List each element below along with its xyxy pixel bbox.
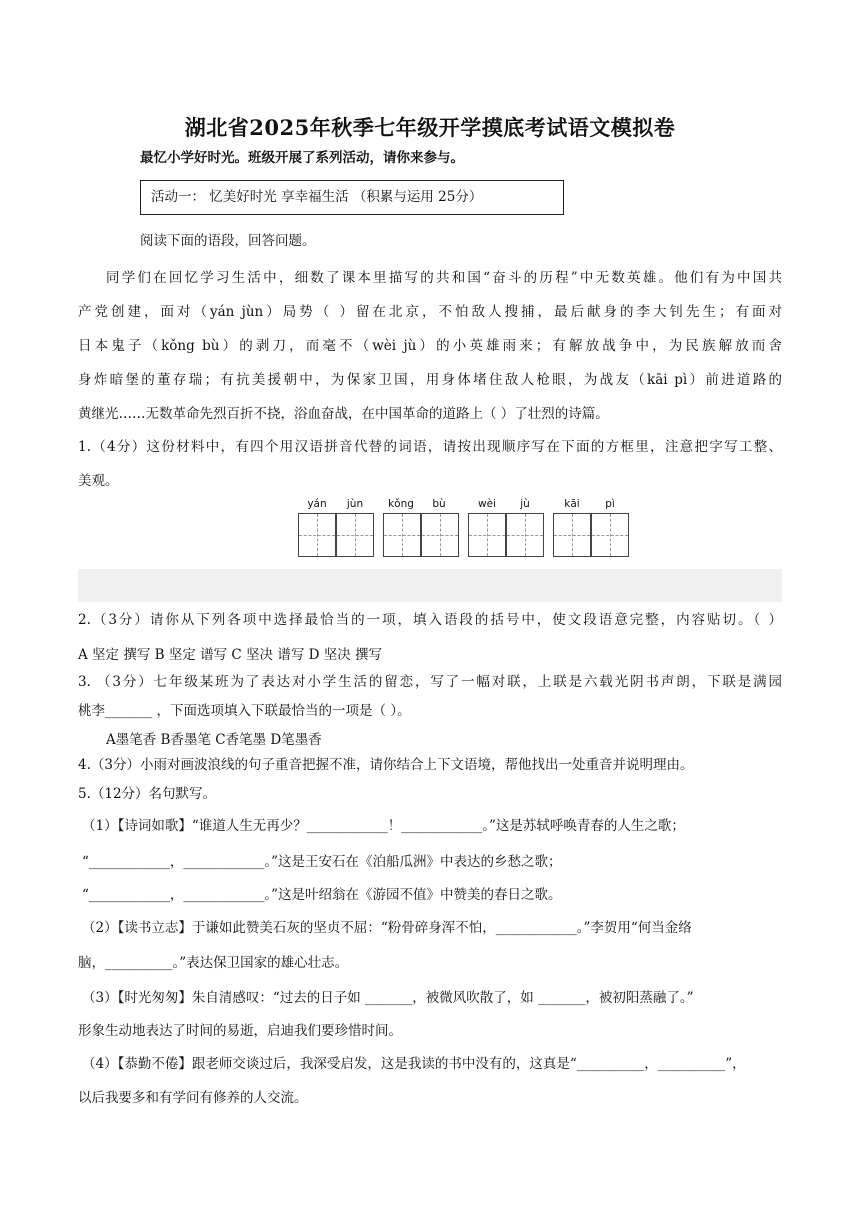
pinyin-label: jùn: [346, 498, 364, 510]
question-4: 4.（3分）小雨对画波浪线的句子重音把握不准，请你结合上下文语境，帮他找出一处重音并说明理由。: [78, 757, 694, 773]
pinyin-label: bù: [432, 498, 446, 510]
question-2-options: A 坚定 撰写 B 坚定 谱写 C 坚决 谱写 D 坚决 撰写: [78, 647, 383, 663]
writing-grid-cell[interactable]: [468, 513, 506, 557]
passage-line-3: 日本鬼子（kǒng bù）的剥刀，而毫不（wèi jù）的小英雄雨来；有解放战争中，为民族解放而舍: [78, 338, 782, 354]
recitation-line: （1）【诗词如歌】“谁道人生无再少？____________！____________。”这是苏轼呼唤青春的人生之歌；: [82, 818, 685, 834]
writing-grid-cell[interactable]: [591, 513, 629, 557]
writing-grid-cell[interactable]: [553, 513, 591, 557]
intro-text: 最忆小学好时光。班级开展了系列活动，请你来参与。: [140, 150, 464, 166]
activity-box: 活动一： 忆美好时光 享幸福生活 （积累与运用 25分）: [140, 180, 564, 215]
writing-grid-cell[interactable]: [421, 513, 459, 557]
pinyin-label: kāi: [564, 498, 580, 510]
question-2: 2.（3分）请你从下列各项中选择最恰当的一项，填入语段的括号中，使文段语意完整，内容贴切。（ ）: [78, 612, 782, 628]
pinyin-label: yán: [307, 498, 327, 510]
question-3-options: A墨笔香 B香墨笔 C香笔墨 D笔墨香: [106, 732, 322, 748]
passage-line-2: 产党创建，面对（yán jùn）局势（ ）留在北京，不怕敌人搜捕，最后献身的李大钊先生；有面对: [78, 304, 782, 320]
recitation-line: 形象生动地表达了时间的易逝，启迪我们要珍惜时间。: [78, 1023, 402, 1039]
pinyin-label: jù: [520, 498, 530, 510]
recitation-line: 脑，__________。”表达保卫国家的雄心壮志。: [78, 955, 349, 971]
question-1-line-1: 1.（4分）这份材料中，有四个用汉语拼音代替的词语，请按出现顺序写在下面的方框里，注意把字写工整、: [78, 439, 782, 455]
passage-line-1: 同学们在回忆学习生活中，细数了课本里描写的共和国“奋斗的历程”中无数英雄。他们有为中国共: [106, 270, 782, 286]
recitation-line: （4）【恭勤不倦】跟老师交谈过后，我深受启发，这是我读的书中没有的，这真是“__________，__________”，: [82, 1056, 746, 1072]
question-3-line-2: 桃李_______ ，下面选项填入下联最恰当的一项是（ ）。: [78, 703, 411, 719]
writing-grid-cell[interactable]: [506, 513, 544, 557]
pinyin-label: kǒng: [388, 498, 414, 510]
recitation-line: （2）【读书立志】于谦如此赞美石灰的坚贞不屈：“粉骨碎身浑不怕，____________。”李贺用“何当金络: [82, 920, 692, 936]
passage-line-5: 黄继光……无数革命先烈百折不挠，浴血奋战，在中国革命的道路上（ ）了壮烈的诗篇。: [78, 406, 609, 422]
writing-grid-cell[interactable]: [298, 513, 336, 557]
question-1-line-2: 美观。: [78, 473, 119, 489]
answer-area-bar[interactable]: [78, 569, 782, 602]
question-3-line-1: 3. （3分）七年级某班为了表达对小学生活的留恋，写了一幅对联，上联是六载光阴书声朗，下联是满园: [78, 674, 782, 690]
pinyin-label: pì: [605, 498, 615, 510]
recitation-line: “____________，____________。”这是叶绍翁在《游园不值》中赞美的春日之歌。: [82, 887, 562, 903]
writing-grid-cell[interactable]: [336, 513, 374, 557]
writing-grid-cell[interactable]: [383, 513, 421, 557]
question-5: 5.（12分）名句默写。: [78, 786, 217, 802]
exam-title: 湖北省2025年秋季七年级开学摸底考试语文模拟卷: [184, 115, 676, 140]
pinyin-row: [296, 498, 632, 512]
recitation-line: 以后我要多和有学问有修养的人交流。: [78, 1090, 308, 1106]
pinyin-label: wèi: [478, 498, 496, 510]
recitation-line: “____________，____________。”这是王安石在《泊船瓜洲》中表达的乡愁之歌；: [82, 854, 562, 870]
passage-line-4: 身炸暗堡的董存瑞；有抗美援朝中，为保家卫国，用身体堵住敌人枪眼，为战友（kāi pì）前进道路的: [78, 372, 782, 388]
recitation-line: （3）【时光匆匆】朱自清感叹：“过去的日子如 _______，被微风吹散了，如 _______，被初阳蒸融了。”: [82, 990, 694, 1006]
read-instruction: 阅读下面的语段，回答问题。: [140, 233, 316, 249]
